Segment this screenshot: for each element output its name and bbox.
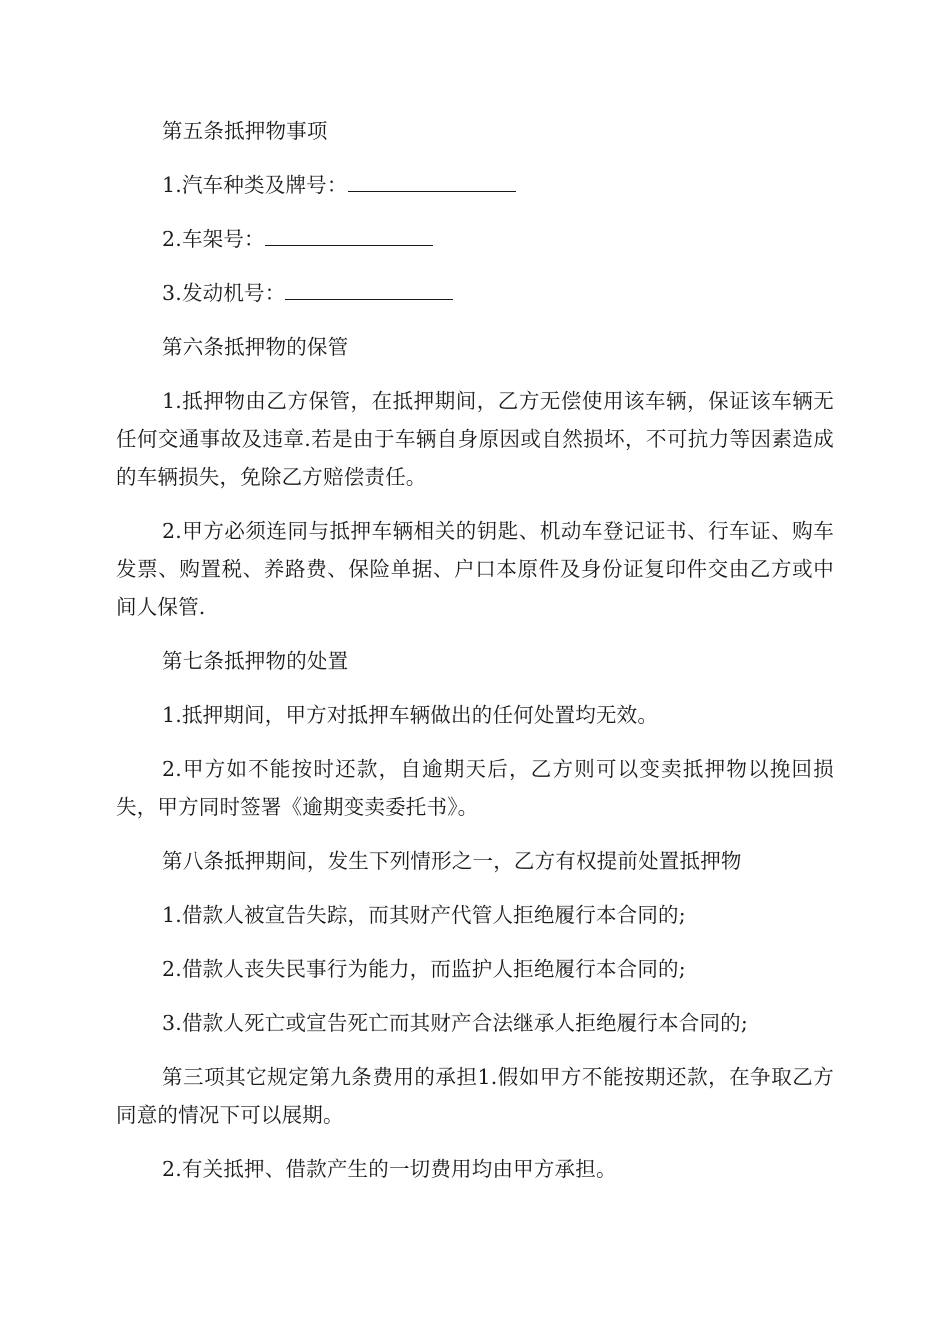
clause-7-1: 1.抵押期间，甲方对抵押车辆做出的任何处置均无效。 [162, 703, 659, 727]
field-chassis-number [116, 220, 834, 258]
section-heading-article-5: 第五条抵押物事项 [162, 119, 328, 143]
section-3-article-9-clause-1: 第三项其它规定第九条费用的承担1.假如甲方不能按期还款，在争取乙方同意的情况下可以展期。 [116, 1065, 834, 1127]
section-heading-article-8: 第八条抵押期间，发生下列情形之一，乙方有权提前处置抵押物 [162, 849, 742, 873]
clause-9-2: 2.有关抵押、借款产生的一切费用均由甲方承担。 [162, 1157, 617, 1181]
clause-6-1: 1.抵押物由乙方保管，在抵押期间，乙方无偿使用该车辆，保证该车辆无任何交通事故及违章.若是由于车辆自身原因或自然损坏，不可抗力等因素造成的车辆损失，免除乙方赔偿责任。 [116, 389, 834, 489]
clause-6-2: 2.甲方必须连同与抵押车辆相关的钥匙、机动车登记证书、行车证、购车发票、购置税、养路费、保险单据、户口本原件及身份证复印件交由乙方或中间人保管. [116, 519, 834, 619]
clause-8-2: 2.借款人丧失民事行为能力，而监护人拒绝履行本合同的; [162, 957, 686, 981]
clause-8-1: 1.借款人被宣告失踪，而其财产代管人拒绝履行本合同的; [162, 903, 686, 927]
clause-8-3: 3.借款人死亡或宣告死亡而其财产合法继承人拒绝履行本合同的; [162, 1011, 748, 1035]
engine-number-blank [285, 275, 453, 300]
field-label: 1.汽车种类及牌号： [162, 173, 348, 197]
field-label: 3.发动机号： [162, 281, 286, 305]
section-heading-article-6: 第六条抵押物的保管 [162, 335, 349, 359]
document-page [116, 112, 834, 1204]
clause-7-2: 2.甲方如不能按时还款，自逾期天后，乙方则可以变卖抵押物以挽回损失，甲方同时签署《逾期变卖委托书》。 [116, 757, 834, 819]
section-heading-article-7: 第七条抵押物的处置 [162, 649, 349, 673]
field-engine-number [116, 274, 834, 312]
vehicle-type-plate-blank [348, 167, 516, 192]
field-vehicle-type-plate [116, 166, 834, 204]
chassis-number-blank [265, 221, 433, 246]
field-label: 2.车架号： [162, 227, 265, 251]
